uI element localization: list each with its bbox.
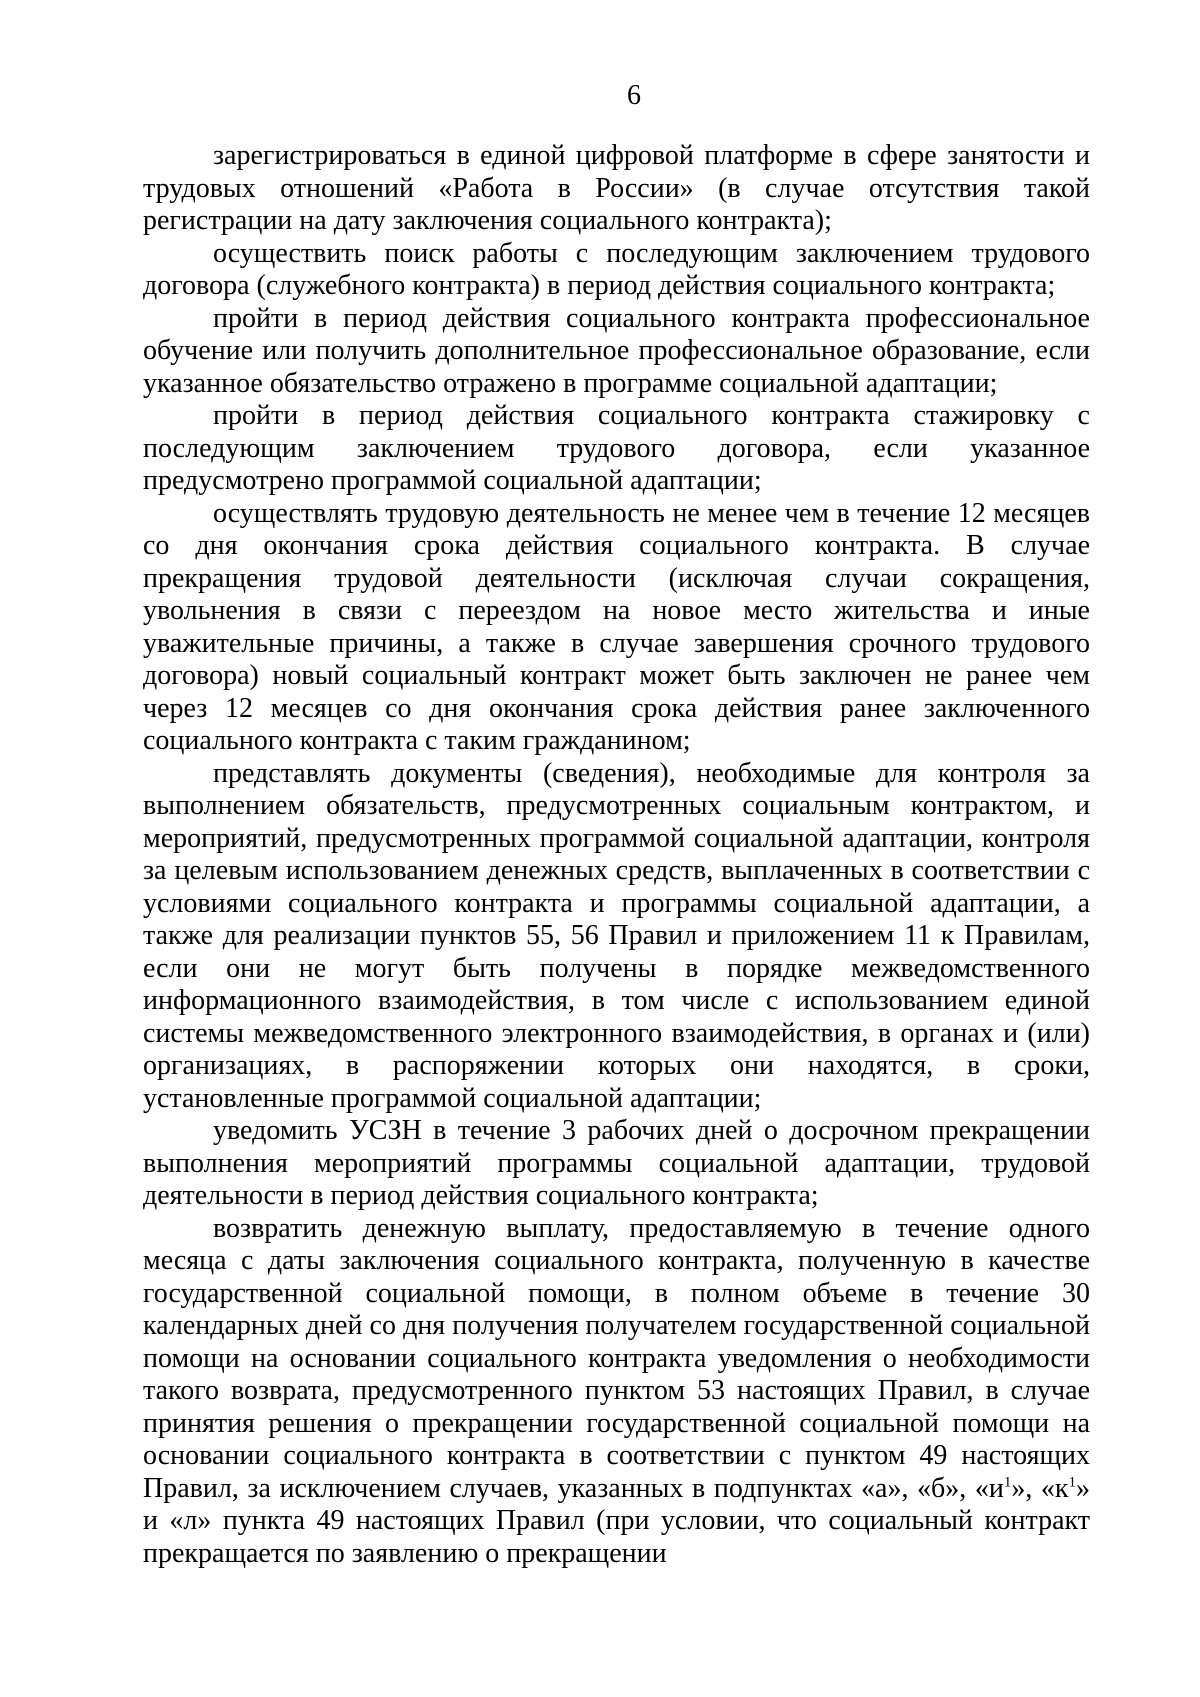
paragraph: пройти в период действия социального контракта профессиональное обучение или получить дополнительное профессиональное образование, если указанное обязательство отражено в программе социальной адаптации; bbox=[143, 302, 1090, 399]
paragraph: осуществлять трудовую деятельность не менее чем в течение 12 месяцев со дня окончания срока действия социального контракта. В случае прекращения трудовой деятельности (исключая случаи сокращения, увольнения в связи с переездом на новое место жительства и иные уважительные причины, а также в случае завершения срочного трудового договора) новый социальный контракт может быть заключен не ранее чем через 12 месяцев со дня окончания срока действия ранее заключенного социального контракта с таким гражданином; bbox=[143, 497, 1090, 756]
paragraph-text: возвратить денежную выплату, предоставляемую в течение одного месяца с даты заключения социального контракта, полученную в качестве государственной социальной помощи, в полном объеме в течение 30 календарных дней со дня получения получателем государственной социальной помощи на основании социального контракта уведомления о необходимости такого возврата, предусмотренного пунктом 53 настоящих Правил, в случае принятия решения о прекращении государственной социальной помощи на основании социального контракта в соответствии с пунктом 49 настоящих Правил, за исключением случаев, указанных в подпунктах «а», «б», «и bbox=[143, 1212, 1090, 1504]
paragraph: уведомить УСЗН в течение 3 рабочих дней о досрочном прекращении выполнения мероприятий программы социальной адаптации, трудовой деятельности в период действия социального контракта; bbox=[143, 1115, 1090, 1211]
paragraph-last bbox=[143, 1213, 1090, 1571]
superscript: 1 bbox=[1003, 1474, 1012, 1491]
superscript: 1 bbox=[1068, 1474, 1076, 1491]
page-number: 6 bbox=[627, 80, 641, 111]
paragraph-text: », «к bbox=[1011, 1472, 1069, 1504]
paragraph: осуществить поиск работы с последующим заключением трудового договора (служебного контракта) в период действия социального контракта; bbox=[143, 237, 1090, 301]
paragraph: пройти в период действия социального контракта стажировку с последующим заключением трудового договора, если указанное предусмотрено программой социальной адаптации; bbox=[143, 400, 1090, 496]
paragraph: представлять документы (сведения), необходимые для контроля за выполнением обязательств, предусмотренных социальным контрактом, и мероприятий, предусмотренных программой социальной адаптации, контроля за целевым использованием денежных средств, выплаченных в соответствии с условиями социального контракта и программы социальной адаптации, а также для реализации пунктов 55, 56 Правил и приложением 11 к Правилам, если они не могут быть получены в порядке межведомственного информационного взаимодействия, в том числе с использованием единой системы межведомственного электронного взаимодействия, в органах и (или) организациях, в распоряжении которых они находятся, в сроки, установленные программой социальной адаптации; bbox=[143, 757, 1090, 1114]
paragraph-text: » и «л» пункта 49 настоящих Правил (при условии, что социальный контракт прекращается по заявлению о прекращении bbox=[143, 1472, 1090, 1569]
paragraph: зарегистрироваться в единой цифровой платформе в сфере занятости и трудовых отношений «Работа в России» (в случае отсутствия такой регистрации на дату заключения социального контракта); bbox=[143, 140, 1090, 236]
